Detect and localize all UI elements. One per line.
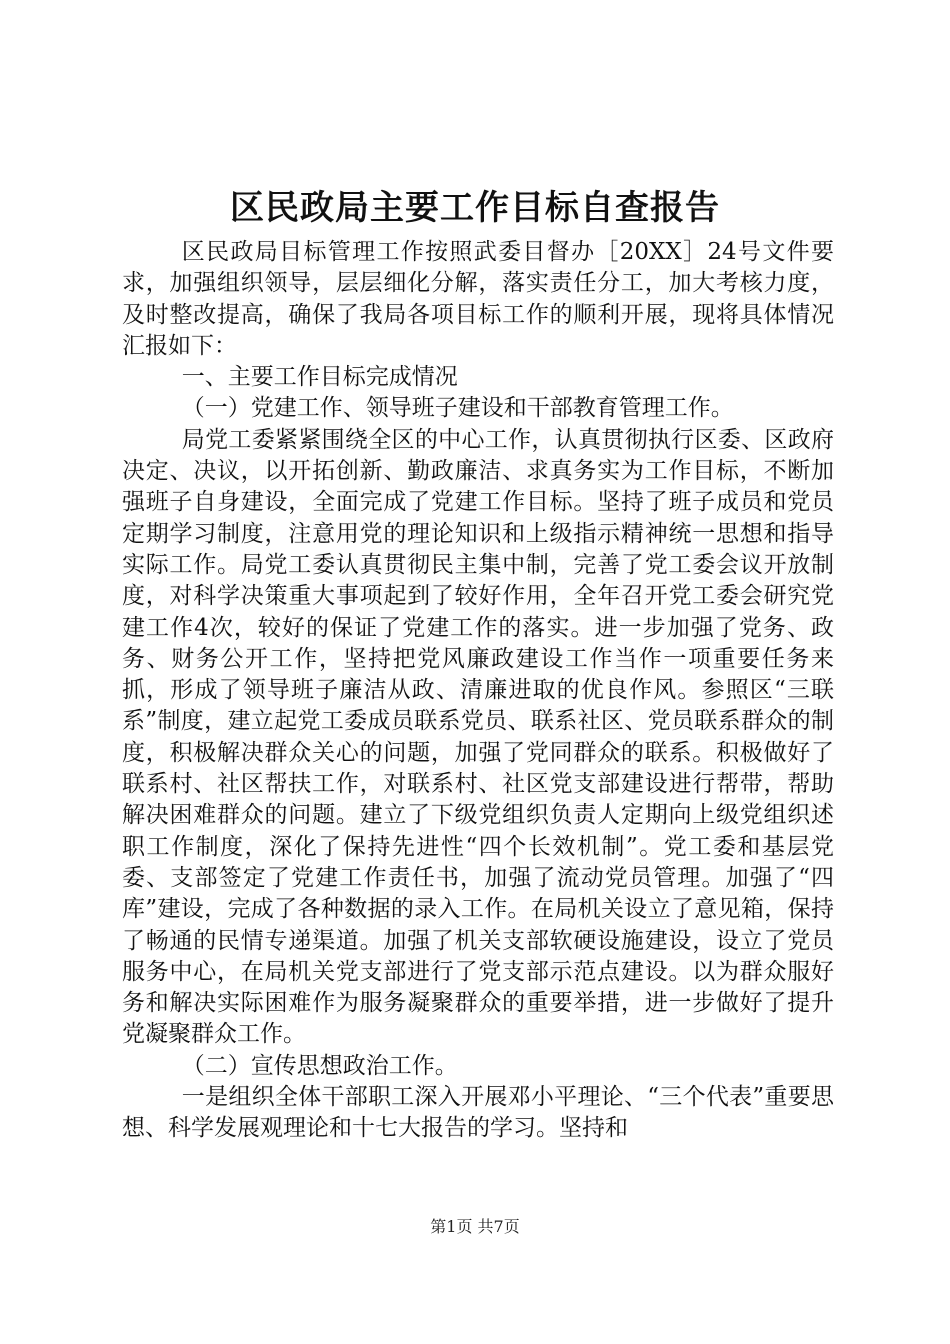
paragraph-party-building: 局党工委紧紧围绕全区的中心工作，认真贯彻执行区委、区政府决定、决议，以开拓创新、勤政廉洁、求真务实为工作目标，不断加强班子自身建设，全面完成了党建工作目标。坚持了班子成员和党员定期学习制度，注意用党的理论知识和上级指示精神统一思想和指导实际工作。局党工委认真贯彻民主集中制，完善了党工委会议开放制度，对科学决策重大事项起到了较好作用，全年召开党工委会研究党建工作4次，较好的保证了党建工作的落实。进一步加强了党务、政务、财务公开工作，坚持把党风廉政建设工作当作一项重要任务来抓，形成了领导班子廉洁从政、清廉进取的优良作风。参照区“三联系”制度，建立起党工委成员联系党员、联系社区、党员联系群众的制度，积极解决群众关心的问题，加强了党同群众的联系。积极做好了联系村、社区帮扶工作，对联系村、社区党支部建设进行帮带，帮助解决困难群众的问题。建立了下级党组织负责人定期向上级党组织述职工作制度，深化了保持先进性“四个长效机制”。党工委和基层党委、支部签定了党建工作责任书，加强了流动党员管理。加强了“四库”建设，完成了各种数据的录入工作。在局机关设立了意见箱，保持了畅通的民情专递渠道。加强了机关支部软硬设施建设，设立了党员服务中心，在局机关党支部进行了党支部示范点建设。以为群众服好务和解决实际困难作为服务凝聚群众的重要举措，进一步做好了提升党凝聚群众工作。 [122, 426, 834, 1048]
section-heading-1: 一、主要工作目标完成情况 [181, 364, 458, 391]
paragraph-propaganda: 一是组织全体干部职工深入开展邓小平理论、“三个代表”重要思想、科学发展观理论和十七大报告的学习。坚持和 [122, 1084, 834, 1142]
document-body [122, 237, 834, 1145]
subsection-heading-1: （一）党建工作、领导班子建设和干部教育管理工作。 [181, 395, 734, 422]
paragraph-intro: 区民政局目标管理工作按照武委目督办［20XX］24号文件要求，加强组织领导，层层细化分解，落实责任分工，加大考核力度，及时整改提高，确保了我局各项目标工作的顺利开展，现将具体情况汇报如下： [122, 239, 834, 359]
subsection-heading-2: （二）宣传思想政治工作。 [181, 1052, 458, 1079]
document-title: 区民政局主要工作目标自查报告 [230, 188, 720, 228]
page-number-footer: 第1页 共7页 [430, 1217, 520, 1236]
